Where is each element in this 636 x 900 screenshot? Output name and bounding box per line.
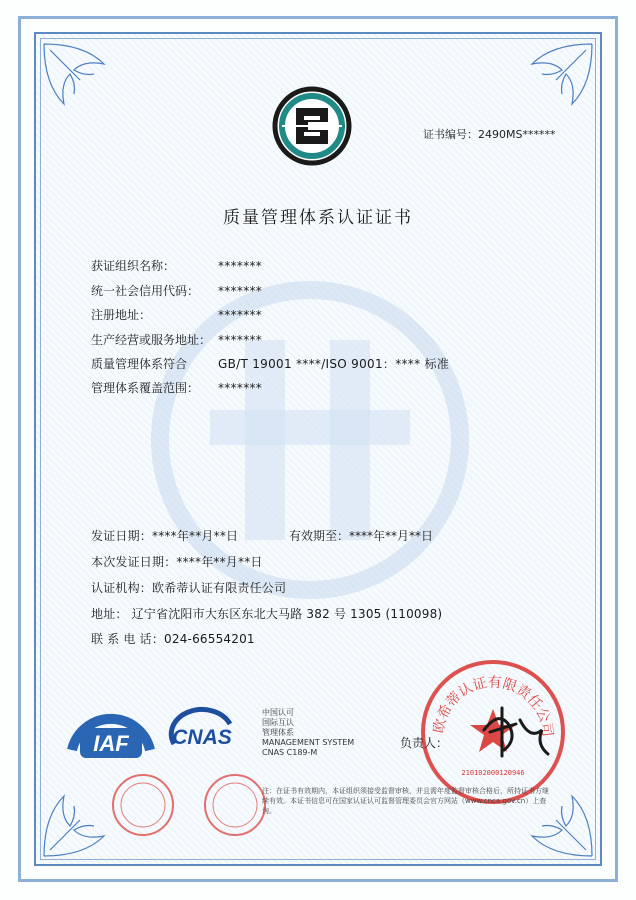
small-stamp-right	[200, 770, 270, 840]
cnas-text: CNAS	[172, 726, 232, 749]
field-row-registered-address	[91, 306, 262, 323]
field-value: *******	[218, 259, 263, 273]
phone-value: 024-66554201	[164, 632, 255, 646]
field-label: 获证组织名称：	[91, 259, 176, 273]
field-value: *******	[218, 333, 263, 347]
iaf-text: IAF	[93, 731, 129, 756]
cnas-logo	[160, 706, 244, 766]
field-label: 管理体系覆盖范围：	[91, 381, 200, 395]
issue-date	[91, 527, 238, 544]
field-row-scope	[91, 379, 262, 396]
certification-body-logo	[266, 86, 358, 166]
certificate-number-value: 2490MS******	[478, 128, 556, 141]
small-stamp-left	[108, 770, 178, 840]
certificate-number	[423, 126, 555, 142]
issue-date-label: 发证日期：	[91, 529, 153, 543]
valid-until-value: ****年**月**日	[349, 529, 434, 543]
certificate-title: 质量管理体系认证证书	[223, 208, 413, 228]
handwritten-signature	[474, 700, 554, 760]
accreditation-line: 国际互认	[262, 718, 294, 727]
field-row-standard	[91, 355, 449, 372]
field-row-operating-address	[91, 331, 262, 348]
iaf-logo	[66, 706, 156, 766]
accreditation-line: MANAGEMENT SYSTEM	[262, 738, 355, 747]
seal-number: 2101020001209​46	[461, 769, 525, 777]
accreditation-line: 中国认可	[262, 708, 294, 717]
reissue-date-value: ****年**月**日	[176, 555, 263, 569]
phone-label: 联 系 电 话：	[91, 632, 165, 646]
field-row-organization	[91, 257, 262, 274]
field-label: 注册地址：	[91, 308, 152, 322]
watermark-emblem	[150, 280, 470, 600]
field-value: *******	[218, 381, 263, 395]
reissue-date	[91, 553, 263, 570]
certification-body: 认证机构：欧希蒂认证有限责任公司	[91, 581, 287, 595]
valid-until	[289, 527, 433, 544]
field-value: *******	[218, 308, 263, 322]
field-label: 质量管理体系符合	[91, 357, 188, 371]
field-row-credit-code	[91, 282, 262, 299]
field-label: 生产经营或服务地址：	[91, 333, 212, 347]
accreditation-line: CNAS C189-M	[262, 748, 318, 757]
issuer-phone	[91, 630, 255, 647]
field-value: GB/T 19001 ****/ISO 9001：**** 标准	[218, 357, 450, 371]
signatory-label: 负责人：	[400, 736, 449, 750]
reissue-date-label: 本次发证日期：	[91, 555, 177, 569]
issuer-address: 地址： 辽宁省沈阳市大东区东北大马路 382 号 1305 (110098)	[91, 607, 443, 621]
accreditation-text	[262, 708, 354, 758]
issue-date-value: ****年**月**日	[152, 529, 239, 543]
field-label: 统一社会信用代码：	[91, 284, 200, 298]
field-value: *******	[218, 284, 263, 298]
seal-ring-text: 欧希蒂认证有限责任公司	[430, 674, 556, 738]
footer-notice: 注：在证书有效期内，本证组织须接受监督审核，并且需年度监督审核合格后，所持证书方继续有效。本证书信息可在国家认证认可监督管理委员会官方网站（www.cnca.gov.cn）上查询。	[262, 787, 549, 815]
accreditation-line: 管理体系	[262, 728, 294, 737]
valid-until-label: 有效期至：	[289, 529, 350, 543]
certificate-number-label: 证书编号：	[423, 128, 478, 141]
